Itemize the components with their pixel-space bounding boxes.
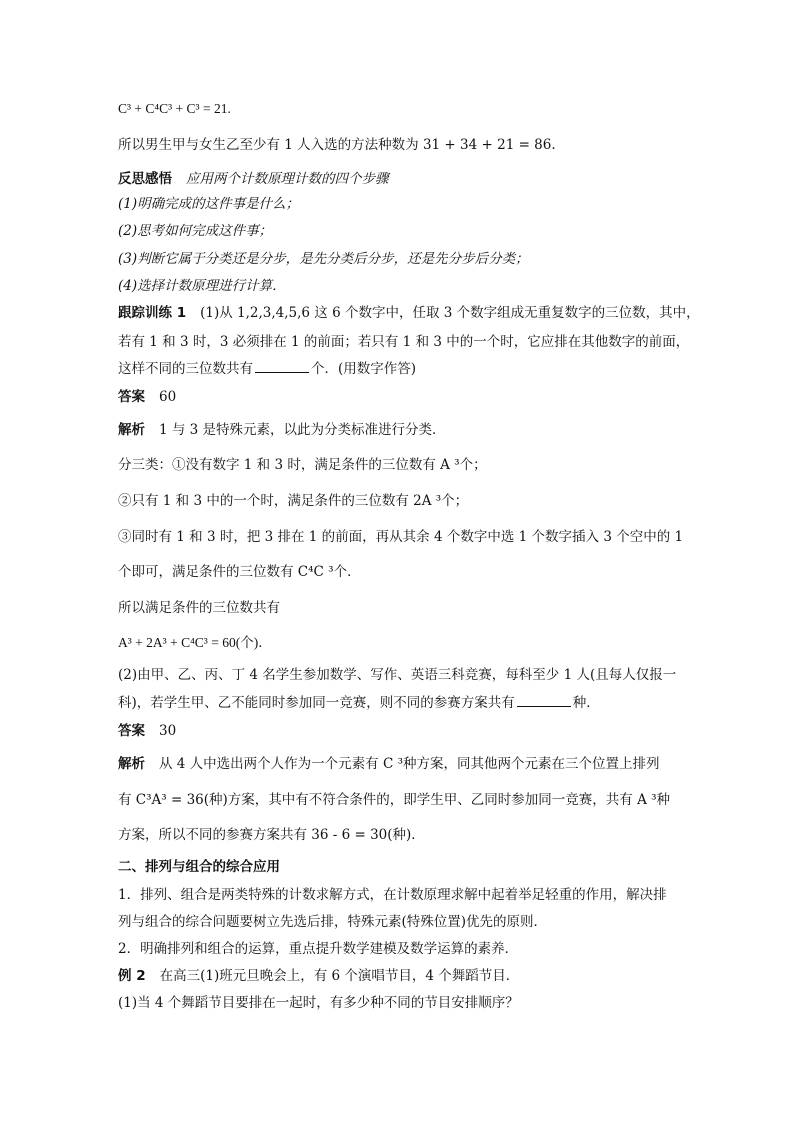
analysis-label: 解析 xyxy=(118,756,145,772)
text-line xyxy=(118,456,487,474)
exercise-heading xyxy=(118,304,700,322)
text: 个．(用数字作答) xyxy=(311,361,417,377)
text-line xyxy=(118,994,519,1012)
text: (1)明确完成的这件事是什么； xyxy=(118,196,300,212)
text: 科)，若学生甲、乙不能同时参加同一竞赛，则不同的参赛方案共有 xyxy=(118,695,515,711)
text: A³ + 2A³ + C⁴C³ = 60(个)． xyxy=(118,635,272,650)
reflection-heading xyxy=(118,170,389,188)
answer-label: 答案 xyxy=(118,389,145,405)
analysis-line xyxy=(118,421,446,439)
text-line xyxy=(118,250,529,268)
section-label: 反思感悟 xyxy=(118,171,172,187)
text-line xyxy=(118,791,670,809)
text: 在高三(1)班元旦晚会上，有 6 个演唱节目，4 个舞蹈节目． xyxy=(159,968,520,984)
text-line xyxy=(118,666,676,684)
text: 方案，所以不同的参赛方案共有 36 - 6 = 30(种)． xyxy=(118,827,425,843)
answer-line xyxy=(118,388,176,406)
analysis-label: 解析 xyxy=(118,422,145,438)
text: 这样不同的三位数共有 xyxy=(118,361,253,377)
answer-blank xyxy=(517,694,571,707)
text-line xyxy=(118,599,280,617)
text: (1)从 1,2,3,4,5,6 这 6 个数字中，任取 3 个数字组成无重复数字的三位数，其中， xyxy=(200,305,700,321)
text-line xyxy=(118,333,689,351)
text: 1．排列、组合是两类特殊的计数求解方式，在计数原理求解中起着举足轻重的作用，解决排 xyxy=(118,887,667,903)
analysis-line xyxy=(118,755,660,773)
text: (4)选择计数原理进行计算． xyxy=(118,278,286,294)
answer-blank xyxy=(255,360,309,373)
text-line xyxy=(118,222,272,240)
formula-line xyxy=(118,100,231,118)
section-label: 跟踪训练 1 xyxy=(118,305,187,321)
text-line xyxy=(118,826,425,844)
text: (2)由甲、乙、丙、丁 4 名学生参加数学、写作、英语三科竞赛，每科至少 1 人(且每人仅报一 xyxy=(118,667,677,683)
text-line xyxy=(118,886,667,904)
text-line xyxy=(118,913,547,931)
example-heading xyxy=(118,967,519,985)
text: 所以满足条件的三位数共有 xyxy=(118,600,280,616)
formula-line xyxy=(118,634,272,652)
text: 二、排列与组合的综合应用 xyxy=(118,859,280,875)
text: 2．明确排列和组合的运算，重点提升数学建模及数学运算的素养． xyxy=(118,941,519,957)
text: 若有 1 和 3 时，3 必须排在 1 的前面；若只有 1 和 3 中的一个时，它应排在其他数字的前面， xyxy=(118,334,690,350)
text-line xyxy=(118,492,468,510)
text: 种． xyxy=(572,695,600,711)
answer-value: 60 xyxy=(159,389,177,405)
text-line xyxy=(118,940,518,958)
text-line xyxy=(118,277,286,295)
text: (1)当 4 个舞蹈节目要排在一起时，有多少种不同的节目安排顺序？ xyxy=(118,995,519,1011)
text-line xyxy=(118,694,600,712)
text: ②只有 1 和 3 中的一个时，满足条件的三位数有 2A ³个； xyxy=(118,493,469,509)
answer-label: 答案 xyxy=(118,723,145,739)
text-line xyxy=(118,195,299,213)
text: 分三类：①没有数字 1 和 3 时，满足条件的三位数有 A ³个； xyxy=(118,457,487,473)
text: 从 4 人中选出两个人作为一个元素有 C ³种方案，同其他两个元素在三个位置上排列 xyxy=(159,756,660,772)
example-label: 例 2 xyxy=(118,968,146,984)
text: 有 C³A³ = 36(种)方案，其中有不符合条件的，即学生甲、乙同时参加同一竞赛，共有 A ³种 xyxy=(118,792,671,808)
answer-line xyxy=(118,722,176,740)
text: 列与组合的综合问题要树立先选后排，特殊元素(特殊位置)优先的原则． xyxy=(118,914,548,930)
text: 个即可，满足条件的三位数有 C⁴C ³个． xyxy=(118,564,361,580)
text: 1 与 3 是特殊元素，以此为分类标准进行分类． xyxy=(159,422,446,438)
text-line xyxy=(118,136,556,154)
text-line xyxy=(118,360,416,378)
text: (3)判断它属于分类还是分步，是先分类后分步，还是先分步后分类； xyxy=(118,251,529,267)
text-line xyxy=(118,563,361,581)
text: 所以男生甲与女生乙至少有 1 人入选的方法种数为 31 + 34 + 21 = 86. xyxy=(118,137,556,153)
answer-value: 30 xyxy=(159,723,177,739)
text-line xyxy=(118,528,683,546)
section-heading xyxy=(118,858,280,876)
text: (2)思考如何完成这件事； xyxy=(118,223,273,239)
text: 应用两个计数原理计数的四个步骤 xyxy=(186,171,389,187)
text: C³ + C⁴C³ + C³ = 21. xyxy=(118,101,231,116)
text: ③同时有 1 和 3 时，把 3 排在 1 的前面，再从其余 4 个数字中选 1 个数字插入 3 个空中的 1 xyxy=(118,529,684,545)
